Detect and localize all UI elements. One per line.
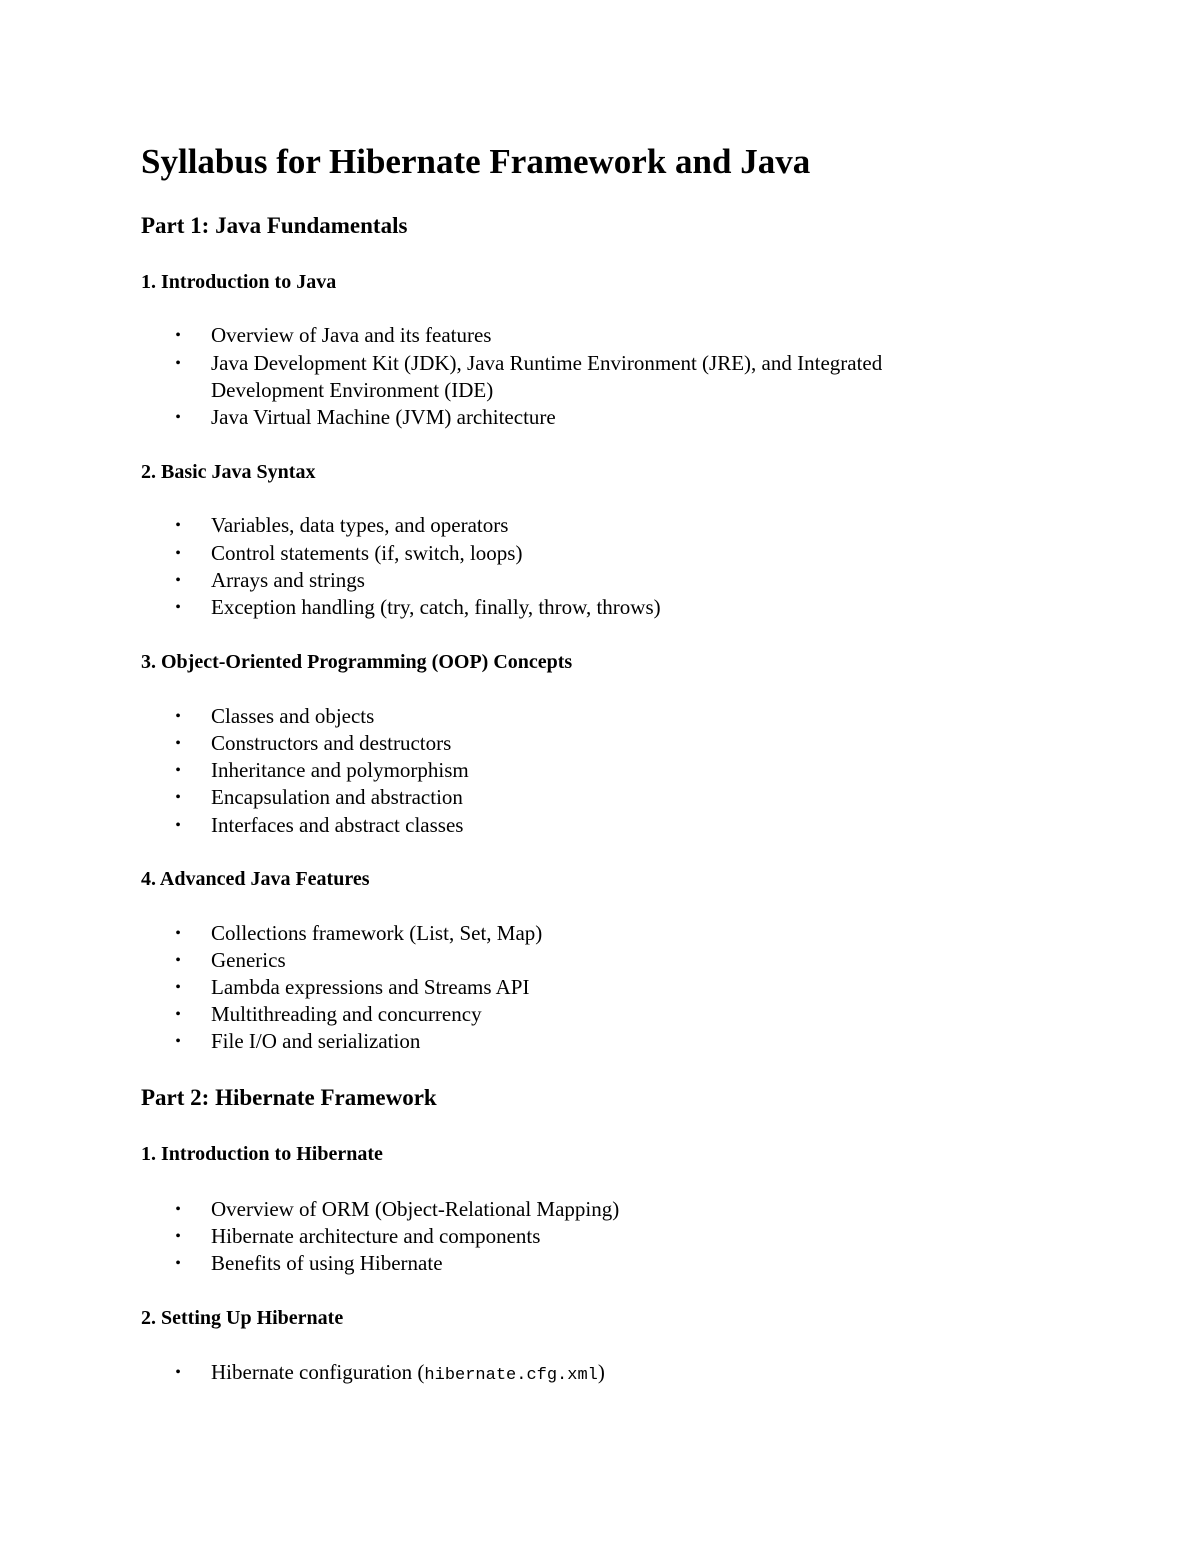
bullet-icon: • xyxy=(175,517,181,534)
bullet-icon: • xyxy=(175,327,181,344)
bullet-icon: • xyxy=(175,409,181,426)
bullet-icon: • xyxy=(175,1201,181,1218)
section-heading: 2. Basic Java Syntax xyxy=(141,461,316,483)
list-item-text: Hibernate configuration (hibernate.cfg.xml) xyxy=(211,1360,605,1385)
section-heading: 2. Setting Up Hibernate xyxy=(141,1307,344,1329)
config-filename: hibernate.cfg.xml xyxy=(424,1366,598,1385)
part-1-heading: Part 1: Java Fundamentals xyxy=(141,213,408,238)
bullet-icon: • xyxy=(175,925,181,942)
bullet-icon: • xyxy=(175,952,181,969)
bullet-icon: • xyxy=(175,735,181,752)
bullet-icon: • xyxy=(175,572,181,589)
bullet-icon: • xyxy=(175,762,181,779)
bullet-icon: • xyxy=(175,1228,181,1245)
bullet-icon: • xyxy=(175,545,181,562)
document-page: Syllabus for Hibernate Framework and Java Part 1: Java Fundamentals 1. Introduction to Java • Overview of Java and its features • Java Development Kit (JDK), Java Runtime Environment (JRE), and Integrated Development Environment (IDE) • Java Virtual Machine (JVM) architecture 2. Basic Java Syntax • Variables, data types, and operators • Control statements (if, switch, loops) • Arrays and strings • Exception handling (try, catch, finally, throw, throws) 3. Object-Oriented Programming (OOP) Concepts • Classes and objects • Constructors and destructors • Inheritance and polymorphism • Encapsulation and abstraction • Interfaces and abstract classes 4. Advanced Java Features • Collections framework (List, Set, Map) • Generics • Lambda expressions and Streams API • Multithreading and concurrency • File I/O and serialization Part 2: Hibernate Framework 1. Introduction to Hibernate • Overview of ORM (Object-Relational Mapping) • Hibernate architecture and components • Benefits of using Hibernate 2. Setting Up Hibernate • Hibernate configuration (hibernate.cfg.xml) xyxy=(0,0,1200,1553)
bullet-icon: • xyxy=(175,1255,181,1272)
bullet-icon: • xyxy=(175,979,181,996)
bullet-icon: • xyxy=(175,817,181,834)
section-heading: 3. Object-Oriented Programming (OOP) Concepts xyxy=(141,651,573,673)
section-heading: 4. Advanced Java Features xyxy=(141,868,370,890)
bullet-icon: • xyxy=(175,1364,181,1381)
bullet-icon: • xyxy=(175,1006,181,1023)
bullet-icon: • xyxy=(175,789,181,806)
bullet-icon: • xyxy=(175,355,181,372)
section-heading: 1. Introduction to Hibernate xyxy=(141,1143,383,1165)
document-title: Syllabus for Hibernate Framework and Java xyxy=(141,142,811,181)
part-2-heading: Part 2: Hibernate Framework xyxy=(141,1085,437,1110)
section-heading: 1. Introduction to Java xyxy=(141,271,337,293)
bullet-icon: • xyxy=(175,1033,181,1050)
bullet-icon: • xyxy=(175,599,181,616)
bullet-icon: • xyxy=(175,708,181,725)
